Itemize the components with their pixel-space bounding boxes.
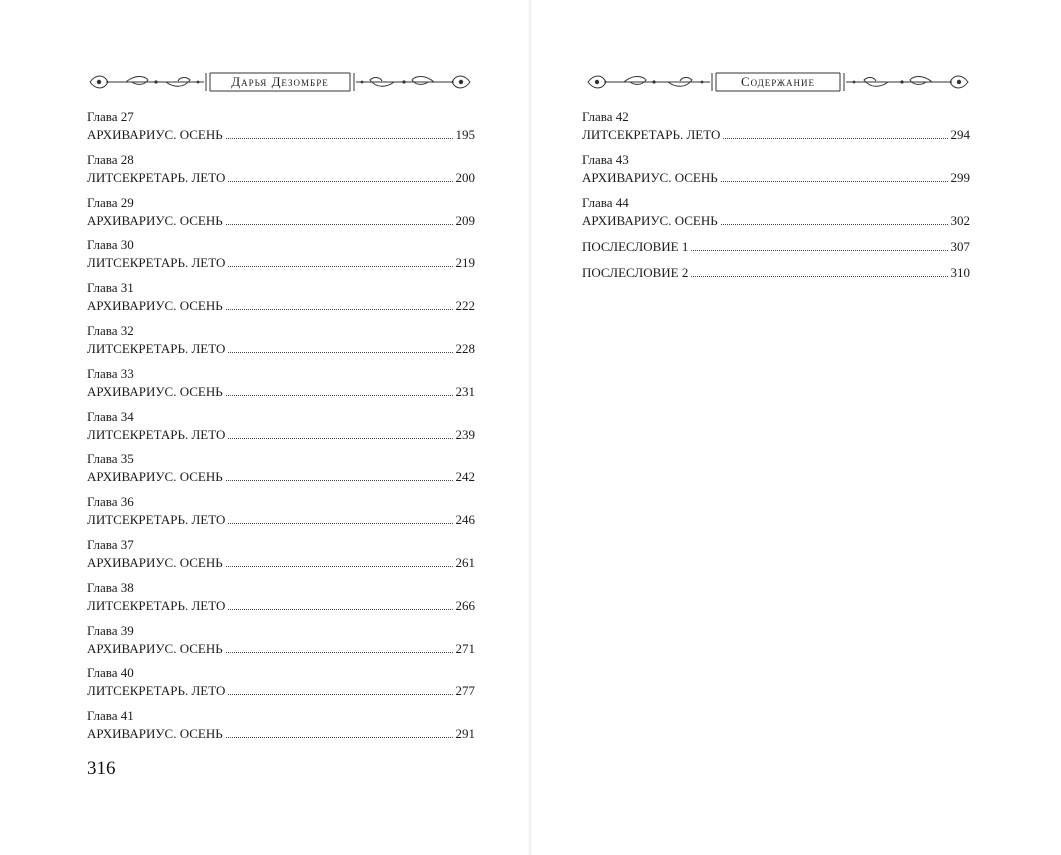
chapter-number: Глава 38 [87, 579, 134, 595]
chapter-title: ЛИТСЕКРЕТАРЬ. ЛЕТО [87, 512, 226, 528]
dot-leader [228, 596, 452, 610]
toc-entry [87, 280, 475, 323]
toc-list-right [582, 109, 970, 289]
chapter-title: АРХИВАРИУС. ОСЕНЬ [87, 469, 223, 485]
page-reference: 277 [455, 683, 475, 699]
dot-leader [228, 339, 452, 353]
toc-entry [87, 323, 475, 366]
running-title-contents: Содержание [740, 74, 816, 89]
dot-leader [691, 263, 947, 277]
chapter-number: Глава 31 [87, 280, 134, 296]
toc-line [87, 639, 475, 657]
dot-leader [228, 253, 452, 267]
page-reference: 261 [455, 554, 475, 570]
toc-line [87, 596, 475, 614]
toc-line [87, 168, 475, 186]
chapter-number: Глава 37 [87, 536, 134, 552]
page-reference: 294 [950, 127, 970, 142]
chapter-number: Глава 40 [87, 665, 134, 681]
toc-entry [87, 665, 475, 708]
right-running-header [584, 70, 972, 94]
dot-leader [226, 382, 453, 396]
chapter-title: ПОСЛЕСЛОВИЕ 2 [582, 265, 689, 281]
chapter-number: Глава 36 [87, 494, 134, 510]
dot-leader [228, 425, 452, 439]
page-reference: 307 [950, 239, 970, 255]
chapter-number: Глава 30 [87, 237, 134, 253]
chapter-title: ЛИТСЕКРЕТАРЬ. ЛЕТО [87, 255, 226, 271]
chapter-title: АРХИВАРИУС. ОСЕНЬ [87, 212, 223, 228]
left-page [0, 0, 530, 855]
chapter-title: АРХИВАРИУС. ОСЕНЬ [582, 169, 718, 185]
dot-leader [226, 125, 453, 139]
page-number: 316 [87, 758, 116, 779]
dot-leader [691, 237, 947, 251]
toc-entry [87, 580, 475, 623]
dot-leader [226, 467, 453, 481]
chapter-number: Глава 39 [87, 622, 134, 638]
toc-line [87, 681, 475, 699]
toc-line [87, 253, 475, 271]
toc-entry [87, 623, 475, 666]
page-reference: 239 [455, 426, 475, 442]
toc-line [87, 125, 475, 143]
toc-line [582, 237, 970, 255]
chapter-number: Глава 33 [87, 365, 134, 381]
toc-line [87, 382, 475, 400]
toc-line [87, 553, 475, 571]
toc-line [87, 296, 475, 314]
chapter-number: Глава 29 [87, 194, 134, 210]
toc-line [87, 425, 475, 443]
dot-leader [226, 553, 453, 567]
toc-list-left [87, 109, 475, 751]
chapter-title: ЛИТСЕКРЕТАРЬ. ЛЕТО [582, 127, 721, 142]
chapter-title: АРХИВАРИУС. ОСЕНЬ [87, 127, 223, 142]
page-reference: 222 [455, 298, 475, 314]
toc-entry [582, 109, 970, 152]
toc-line [87, 510, 475, 528]
toc-line [582, 125, 970, 143]
page-reference: 299 [950, 169, 970, 185]
toc-line [87, 339, 475, 357]
toc-line [87, 211, 475, 229]
right-page [530, 0, 1060, 855]
chapter-title: ЛИТСЕКРЕТАРЬ. ЛЕТО [87, 426, 226, 442]
chapter-number: Глава 35 [87, 451, 134, 467]
toc-entry [87, 366, 475, 409]
left-running-header [86, 70, 474, 94]
chapter-number: Глава 42 [582, 109, 629, 124]
chapter-title: АРХИВАРИУС. ОСЕНЬ [87, 383, 223, 399]
chapter-title: ЛИТСЕКРЕТАРЬ. ЛЕТО [87, 597, 226, 613]
page-reference: 219 [455, 255, 475, 271]
chapter-number: Глава 27 [87, 109, 134, 124]
chapter-number: Глава 28 [87, 151, 134, 167]
page-reference: 246 [455, 512, 475, 528]
toc-entry [582, 263, 970, 289]
chapter-title: АРХИВАРИУС. ОСЕНЬ [582, 212, 718, 228]
dot-leader [721, 211, 948, 225]
chapter-title: ЛИТСЕКРЕТАРЬ. ЛЕТО [87, 683, 226, 699]
chapter-number: Глава 34 [87, 408, 134, 424]
chapter-number: Глава 32 [87, 322, 134, 338]
chapter-title: АРХИВАРИУС. ОСЕНЬ [87, 554, 223, 570]
chapter-title: ЛИТСЕКРЕТАРЬ. ЛЕТО [87, 169, 226, 185]
chapter-number: Глава 44 [582, 194, 629, 210]
dot-leader [228, 510, 452, 524]
toc-entry [87, 237, 475, 280]
toc-entry [87, 708, 475, 751]
dot-leader [228, 168, 452, 182]
page-reference: 302 [950, 212, 970, 228]
running-title-author: Дарья Дезомбре [231, 74, 329, 89]
page-reference: 195 [455, 127, 475, 142]
page-reference: 271 [455, 640, 475, 656]
chapter-title: ПОСЛЕСЛОВИЕ 1 [582, 239, 689, 255]
page-reference: 200 [455, 169, 475, 185]
dot-leader [723, 125, 947, 139]
toc-entry [87, 451, 475, 494]
page-reference: 242 [455, 469, 475, 485]
chapter-title: ЛИТСЕКРЕТАРЬ. ЛЕТО [87, 340, 226, 356]
dot-leader [226, 639, 453, 653]
chapter-title: АРХИВАРИУС. ОСЕНЬ [87, 726, 223, 742]
dot-leader [226, 296, 453, 310]
page-reference: 310 [950, 265, 970, 281]
chapter-number: Глава 43 [582, 151, 629, 167]
chapter-title: АРХИВАРИУС. ОСЕНЬ [87, 640, 223, 656]
dot-leader [226, 211, 453, 225]
page-reference: 209 [455, 212, 475, 228]
toc-entry [87, 195, 475, 238]
toc-line [582, 168, 970, 186]
toc-entry [87, 152, 475, 195]
dot-leader [228, 681, 452, 695]
toc-line [87, 724, 475, 742]
dot-leader [226, 724, 453, 738]
toc-entry [87, 494, 475, 537]
toc-line [582, 263, 970, 281]
page-reference: 231 [455, 383, 475, 399]
page-reference: 228 [455, 340, 475, 356]
toc-entry [87, 409, 475, 452]
toc-entry [582, 237, 970, 263]
toc-entry [582, 195, 970, 238]
chapter-title: АРХИВАРИУС. ОСЕНЬ [87, 298, 223, 314]
toc-entry [87, 109, 475, 152]
page-reference: 266 [455, 597, 475, 613]
toc-entry [87, 537, 475, 580]
toc-line [582, 211, 970, 229]
toc-entry [582, 152, 970, 195]
page-reference: 291 [455, 726, 475, 742]
toc-line [87, 467, 475, 485]
chapter-number: Глава 41 [87, 708, 134, 724]
dot-leader [721, 168, 948, 182]
